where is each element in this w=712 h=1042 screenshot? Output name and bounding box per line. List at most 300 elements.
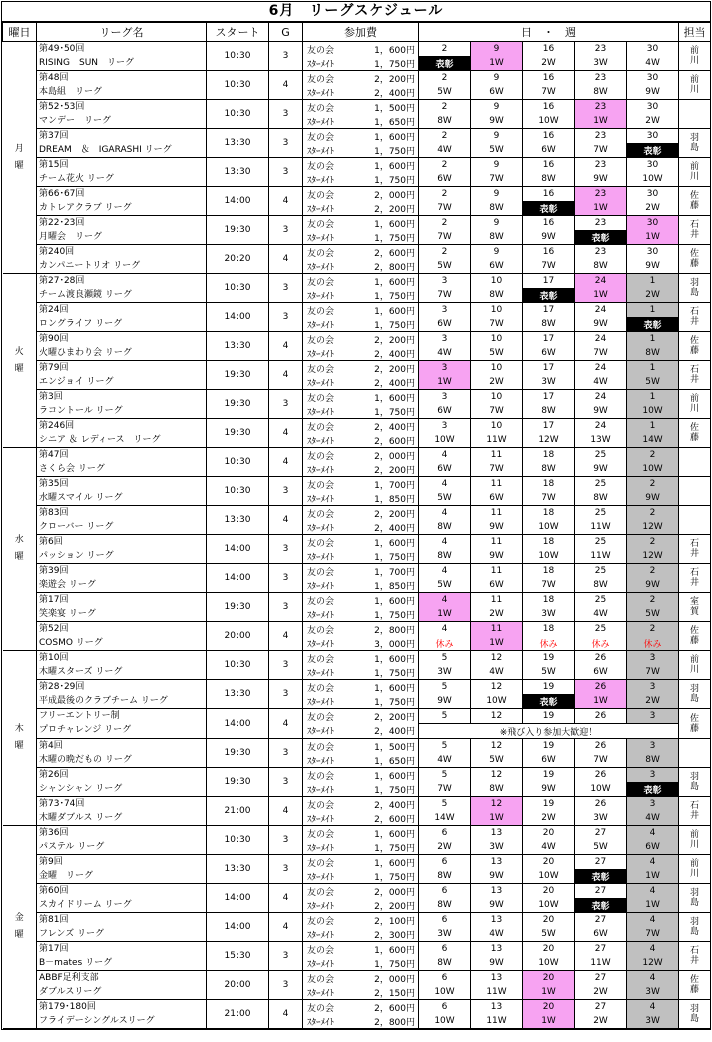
date-cell: 24 — [575, 303, 627, 318]
games-count: 4 — [269, 1000, 303, 1029]
league-name-cell — [37, 390, 207, 419]
charge-cell: 前 川 — [679, 71, 711, 100]
week-cell: 5W — [523, 665, 575, 680]
date-cell: 1 — [627, 390, 679, 405]
league-name-cell — [37, 680, 207, 709]
date-cell: 20 — [523, 913, 575, 928]
week-cell: 9W — [471, 869, 523, 884]
games-count: 3 — [269, 100, 303, 129]
date-cell: 20 — [523, 1000, 575, 1015]
fee-starmate — [303, 665, 419, 680]
fee-friend — [303, 100, 419, 115]
league-name-cell — [37, 506, 207, 535]
league-round: 第83回 — [39, 508, 69, 518]
fee-starmate-amount: 1，750円 — [374, 959, 415, 970]
date-cell: 12 — [471, 709, 523, 724]
date-cell: 12 — [471, 651, 523, 666]
games-count: 4 — [269, 245, 303, 274]
date-cell: 24 — [575, 332, 627, 347]
fee-starmate — [303, 840, 419, 855]
fee-starmate-amount: 1，750円 — [374, 552, 415, 563]
week-cell: 1W — [471, 811, 523, 826]
week-cell: 7W — [575, 143, 627, 158]
league-name-cell — [37, 826, 207, 855]
fee-friend-amount: 1，500円 — [374, 103, 415, 114]
week-cell: 1W — [627, 898, 679, 913]
date-cell: 3 — [627, 651, 679, 666]
start-time: 13:30 — [207, 680, 269, 709]
week-cell: 8W — [419, 898, 471, 913]
date-cell: 4 — [419, 535, 471, 550]
header-fee: 参加費 — [303, 23, 419, 42]
week-cell: 8W — [523, 404, 575, 419]
fee-friend — [303, 303, 419, 318]
charge-cell: 羽 島 — [679, 884, 711, 913]
date-cell: 5 — [419, 709, 471, 724]
start-time: 13:30 — [207, 332, 269, 361]
week-cell: 4W — [575, 607, 627, 622]
fee-friend-label: 友の会 — [307, 858, 335, 869]
league-name: ロングライフ リーグ — [39, 319, 123, 329]
fee-starmate — [303, 172, 419, 187]
fee-friend — [303, 593, 419, 608]
fee-starmate — [303, 607, 419, 622]
fee-friend-amount: 1，600円 — [374, 393, 415, 404]
week-cell: 10W — [419, 985, 471, 1000]
date-cell: 5 — [419, 651, 471, 666]
date-cell: 27 — [575, 971, 627, 986]
fee-starmate-label: ｽﾀｰﾒｲﾄ — [307, 378, 335, 389]
week-cell: 2W — [523, 811, 575, 826]
games-count: 3 — [269, 739, 303, 768]
fee-starmate — [303, 462, 419, 477]
date-cell: 3 — [627, 739, 679, 754]
league-round: 第9回 — [39, 857, 63, 867]
fee-friend — [303, 855, 419, 870]
date-cell: 1 — [627, 303, 679, 318]
week-cell: 6W — [471, 578, 523, 593]
week-cell: 8W — [419, 549, 471, 564]
league-round: 第17回 — [39, 944, 69, 954]
date-cell: 24 — [575, 274, 627, 289]
date-cell: 20 — [523, 971, 575, 986]
date-cell: 30 — [627, 129, 679, 144]
table-row — [3, 506, 711, 521]
schedule-body — [3, 42, 711, 1029]
fee-friend-label: 友の会 — [307, 712, 335, 723]
date-cell: 18 — [523, 448, 575, 463]
charge-cell — [679, 448, 711, 477]
date-cell: 6 — [419, 971, 471, 986]
league-round: 第66･67回 — [39, 189, 85, 199]
fee-starmate-label: ｽﾀｰﾒｲﾄ — [307, 756, 335, 767]
week-cell: 7W — [471, 172, 523, 187]
fee-friend-amount: 1，600円 — [374, 45, 415, 56]
table-row — [3, 913, 711, 928]
fee-friend — [303, 971, 419, 986]
fee-starmate-label: ｽﾀｰﾒｲﾄ — [307, 88, 335, 99]
fee-friend — [303, 390, 419, 405]
league-name-cell — [37, 71, 207, 100]
date-cell: 30 — [627, 158, 679, 173]
week-cell: 10W — [627, 404, 679, 419]
league-name-cell — [37, 593, 207, 622]
week-cell: 1W — [523, 1014, 575, 1029]
fee-friend-amount: 2，200円 — [374, 364, 415, 375]
week-cell: 2W — [627, 114, 679, 129]
fee-friend-label: 友の会 — [307, 742, 335, 753]
week-cell: 12W — [523, 433, 575, 448]
date-cell: 24 — [575, 390, 627, 405]
table-row — [3, 826, 711, 841]
date-cell: 13 — [471, 855, 523, 870]
date-cell: 6 — [419, 913, 471, 928]
fee-starmate-amount: 1，750円 — [374, 843, 415, 854]
charge-cell: 佐 藤 — [679, 709, 711, 739]
league-name-cell — [37, 739, 207, 768]
charge-cell: 石 井 — [679, 535, 711, 564]
start-time: 20:20 — [207, 245, 269, 274]
fee-friend-label: 友の会 — [307, 538, 335, 549]
week-cell: 14W — [627, 433, 679, 448]
week-cell: 8W — [575, 259, 627, 274]
fee-friend — [303, 274, 419, 289]
date-cell: 4 — [627, 884, 679, 899]
header-row — [3, 23, 711, 42]
week-cell: 4W — [419, 346, 471, 361]
fee-friend-amount: 2，400円 — [374, 800, 415, 811]
date-cell: 4 — [627, 942, 679, 957]
games-count: 4 — [269, 71, 303, 100]
week-cell: 10W — [575, 782, 627, 797]
league-name: フライデーシングルスリーグ — [39, 1016, 155, 1026]
league-name-cell — [37, 768, 207, 797]
league-round: 第39回 — [39, 566, 69, 576]
date-cell: 9 — [471, 71, 523, 86]
start-time: 10:30 — [207, 448, 269, 477]
fee-starmate — [303, 230, 419, 245]
fee-friend-label: 友の会 — [307, 74, 335, 85]
games-count: 4 — [269, 361, 303, 390]
table-row — [3, 361, 711, 376]
date-cell: 25 — [575, 593, 627, 608]
date-cell: 5 — [419, 797, 471, 812]
date-cell: 6 — [419, 942, 471, 957]
date-cell: 4 — [419, 448, 471, 463]
award-cell: 表彰 — [575, 869, 627, 884]
league-round: 第179･180回 — [39, 1002, 96, 1012]
league-round: 第35回 — [39, 479, 69, 489]
weekday-cell: 金 曜 — [3, 826, 37, 1029]
fee-friend — [303, 564, 419, 579]
week-cell: 4W — [471, 665, 523, 680]
week-cell: 6W — [523, 753, 575, 768]
week-cell: 7W — [523, 491, 575, 506]
week-cell: 6W — [523, 346, 575, 361]
fee-friend — [303, 245, 419, 260]
week-cell: 7W — [419, 288, 471, 303]
table-row — [3, 709, 711, 724]
walk-in-note: ※飛び入り参加大歓迎！ — [419, 724, 679, 739]
games-count: 3 — [269, 855, 303, 884]
date-cell: 27 — [575, 826, 627, 841]
week-cell: 7W — [627, 927, 679, 942]
fee-starmate-amount: 2，400円 — [374, 349, 415, 360]
date-cell: 13 — [471, 971, 523, 986]
start-time: 19:30 — [207, 361, 269, 390]
date-cell: 30 — [627, 42, 679, 57]
league-name: 水曜スマイル リーグ — [39, 493, 123, 503]
week-cell: 9W — [523, 230, 575, 245]
league-name-cell — [37, 274, 207, 303]
table-row — [3, 129, 711, 144]
fee-friend-amount: 1，600円 — [374, 538, 415, 549]
league-name-cell — [37, 332, 207, 361]
week-cell: 11W — [575, 549, 627, 564]
date-cell: 2 — [627, 593, 679, 608]
date-cell: 3 — [419, 419, 471, 434]
fee-starmate — [303, 927, 419, 942]
date-cell: 6 — [419, 855, 471, 870]
start-time: 20:00 — [207, 622, 269, 651]
fee-starmate-label: ｽﾀｰﾒｲﾄ — [307, 610, 335, 621]
week-cell: 休み — [419, 636, 471, 651]
table-row — [3, 303, 711, 318]
date-cell: 11 — [471, 535, 523, 550]
date-cell: 4 — [627, 913, 679, 928]
week-cell: 11W — [471, 1014, 523, 1029]
date-cell: 27 — [575, 1000, 627, 1015]
league-round: 第36回 — [39, 828, 69, 838]
week-cell: 9W — [471, 520, 523, 535]
week-cell: 11W — [471, 985, 523, 1000]
start-time: 13:30 — [207, 506, 269, 535]
weekday-cell: 月 曜 — [3, 42, 37, 274]
fee-friend-label: 友の会 — [307, 132, 335, 143]
league-name-cell — [37, 942, 207, 971]
date-cell: 3 — [627, 709, 679, 724]
week-cell: 1W — [575, 114, 627, 129]
date-cell: 3 — [627, 797, 679, 812]
week-cell: 2W — [523, 56, 575, 71]
week-cell: 1W — [523, 985, 575, 1000]
week-cell: 1W — [471, 56, 523, 71]
week-cell: 9W — [627, 85, 679, 100]
week-cell: 5W — [419, 491, 471, 506]
week-cell: 10W — [523, 114, 575, 129]
league-name: COSMO リーグ — [39, 638, 103, 648]
week-cell: 7W — [523, 578, 575, 593]
award-cell: 表彰 — [523, 694, 575, 709]
league-round: 第79回 — [39, 363, 69, 373]
table-row — [3, 100, 711, 115]
fee-starmate — [303, 898, 419, 913]
league-name: クローバー リーグ — [39, 522, 114, 532]
fee-starmate-amount: 1，650円 — [374, 117, 415, 128]
fee-starmate-amount: 1，750円 — [374, 59, 415, 70]
league-name: RISING SUN リーグ — [39, 58, 135, 68]
table-row — [3, 884, 711, 899]
league-name-cell — [37, 622, 207, 651]
fee-friend — [303, 622, 419, 637]
date-cell: 17 — [523, 419, 575, 434]
fee-friend-amount: 2，100円 — [374, 916, 415, 927]
fee-starmate-amount: 2，800円 — [374, 1017, 415, 1028]
league-name-cell — [37, 797, 207, 826]
table-row — [3, 855, 711, 870]
week-cell: 3W — [575, 811, 627, 826]
fee-starmate-label: ｽﾀｰﾒｲﾄ — [307, 552, 335, 563]
fee-friend-label: 友の会 — [307, 771, 335, 782]
fee-starmate — [303, 869, 419, 884]
week-cell: 7W — [419, 230, 471, 245]
header-league: リーグ名 — [37, 23, 207, 42]
start-time: 19:30 — [207, 739, 269, 768]
fee-starmate-amount: 1，650円 — [374, 756, 415, 767]
week-cell: 10W — [419, 1014, 471, 1029]
fee-starmate-label: ｽﾀｰﾒｲﾄ — [307, 988, 335, 999]
fee-starmate-label: ｽﾀｰﾒｲﾄ — [307, 872, 335, 883]
week-cell: 8W — [419, 114, 471, 129]
week-cell: 2W — [627, 694, 679, 709]
date-cell: 17 — [523, 390, 575, 405]
date-cell: 26 — [575, 709, 627, 724]
start-time: 21:00 — [207, 797, 269, 826]
week-cell: 休み — [575, 636, 627, 651]
date-cell: 2 — [419, 42, 471, 57]
table-row — [3, 216, 711, 231]
table-row — [3, 651, 711, 666]
league-name-cell — [37, 477, 207, 506]
date-cell: 12 — [471, 797, 523, 812]
date-cell: 10 — [471, 332, 523, 347]
week-cell: 3W — [471, 840, 523, 855]
award-cell: 表彰 — [627, 317, 679, 332]
date-cell: 16 — [523, 100, 575, 115]
week-cell: 12W — [627, 520, 679, 535]
week-cell: 8W — [523, 172, 575, 187]
league-name: 木曜ダブルス リーグ — [39, 813, 123, 823]
date-cell: 1 — [627, 419, 679, 434]
fee-starmate-amount: 1，750円 — [374, 407, 415, 418]
charge-cell — [679, 739, 711, 768]
fee-starmate-amount: 1，750円 — [374, 146, 415, 157]
week-cell: 10W — [523, 956, 575, 971]
fee-starmate-amount: 2，200円 — [374, 901, 415, 912]
week-cell: 2W — [471, 375, 523, 390]
league-name-cell — [37, 158, 207, 187]
date-cell: 10 — [471, 303, 523, 318]
league-name: フレンズ リーグ — [39, 929, 105, 939]
league-name: スカイドリーム リーグ — [39, 900, 132, 910]
fee-friend-label: 友の会 — [307, 103, 335, 114]
date-cell: 2 — [419, 71, 471, 86]
week-cell: 5W — [471, 346, 523, 361]
fee-friend — [303, 680, 419, 695]
week-cell: 8W — [575, 491, 627, 506]
fee-starmate-amount: 2，400円 — [374, 727, 415, 738]
date-cell: 23 — [575, 100, 627, 115]
date-cell: 20 — [523, 942, 575, 957]
date-cell: 6 — [419, 884, 471, 899]
week-cell: 8W — [419, 869, 471, 884]
fee-starmate-amount: 3，000円 — [374, 639, 415, 650]
fee-starmate-label: ｽﾀｰﾒｲﾄ — [307, 407, 335, 418]
week-cell: 9W — [575, 404, 627, 419]
date-cell: 4 — [419, 622, 471, 637]
week-cell: 1W — [419, 375, 471, 390]
date-cell: 4 — [419, 506, 471, 521]
league-name-cell — [37, 564, 207, 593]
fee-friend-label: 友の会 — [307, 596, 335, 607]
fee-friend-amount: 1，600円 — [374, 161, 415, 172]
week-cell: 5W — [471, 143, 523, 158]
league-name: シャンシャン リーグ — [39, 784, 123, 794]
fee-starmate — [303, 491, 419, 506]
fee-starmate-amount: 2，400円 — [374, 378, 415, 389]
award-cell: 表彰 — [575, 230, 627, 245]
week-cell: 4W — [419, 753, 471, 768]
fee-friend-label: 友の会 — [307, 625, 335, 636]
fee-friend-label: 友の会 — [307, 364, 335, 375]
charge-cell: 前 川 — [679, 651, 711, 680]
date-cell: 30 — [627, 100, 679, 115]
week-cell: 13W — [575, 433, 627, 448]
header-start: スタート — [207, 23, 269, 42]
league-name: チーム花火 リーグ — [39, 174, 114, 184]
league-name: 平成最後のクラブチーム リーグ — [39, 696, 168, 706]
fee-friend-amount: 2，200円 — [374, 335, 415, 346]
start-time: 10:30 — [207, 477, 269, 506]
fee-friend — [303, 913, 419, 928]
league-round: 第48回 — [39, 73, 69, 83]
fee-starmate-label: ｽﾀｰﾒｲﾄ — [307, 901, 335, 912]
week-cell: 10W — [523, 898, 575, 913]
week-cell: 6W — [419, 404, 471, 419]
league-round: 第4回 — [39, 741, 63, 751]
week-cell: 9W — [471, 549, 523, 564]
date-cell: 9 — [471, 245, 523, 260]
league-name-cell — [37, 361, 207, 390]
charge-cell: 室 賀 — [679, 593, 711, 622]
table-row — [3, 564, 711, 579]
weekday-cell: 火 曜 — [3, 274, 37, 448]
fee-starmate-amount: 1，750円 — [374, 610, 415, 621]
games-count: 3 — [269, 390, 303, 419]
start-time: 14:00 — [207, 564, 269, 593]
date-cell: 9 — [471, 42, 523, 57]
date-cell: 4 — [627, 826, 679, 841]
fee-friend — [303, 797, 419, 812]
table-row — [3, 332, 711, 347]
date-cell: 18 — [523, 477, 575, 492]
fee-friend — [303, 42, 419, 57]
date-cell: 17 — [523, 361, 575, 376]
league-round: 第90回 — [39, 334, 69, 344]
games-count: 3 — [269, 216, 303, 245]
fee-friend-amount: 2，200円 — [374, 509, 415, 520]
week-cell: 9W — [575, 462, 627, 477]
league-round: フリーエントリー制 — [39, 711, 120, 721]
date-cell: 12 — [471, 768, 523, 783]
league-name-cell — [37, 535, 207, 564]
fee-starmate — [303, 56, 419, 71]
week-cell: 8W — [627, 346, 679, 361]
fee-starmate-amount: 1，750円 — [374, 233, 415, 244]
start-time: 14:00 — [207, 884, 269, 913]
fee-friend-label: 友の会 — [307, 422, 335, 433]
league-name-cell — [37, 709, 207, 739]
